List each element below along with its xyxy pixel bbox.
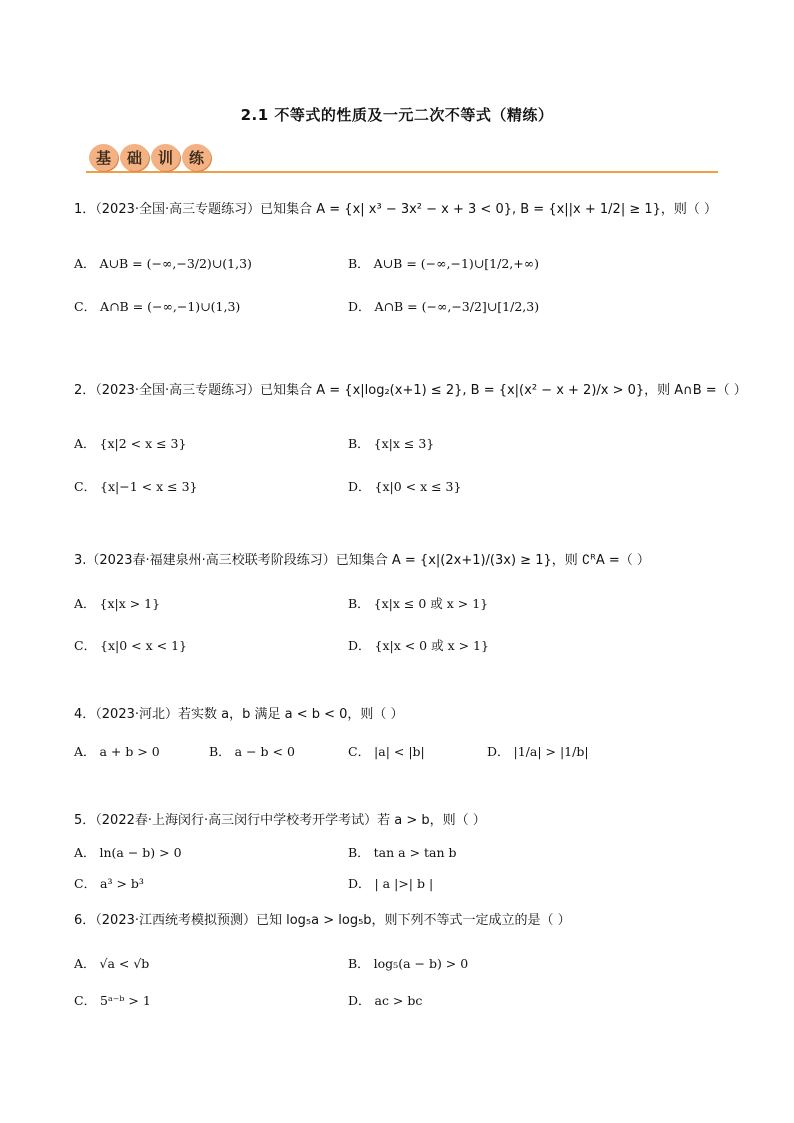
question-6-option-d: D． ac > bc (348, 993, 423, 1008)
question-2-option-a: A． {x|2 < x ≤ 3} (74, 436, 187, 451)
question-5-option-d: D． | a |>| b | (348, 876, 434, 891)
question-4-option-d: D． |1/a| > |1/b| (487, 744, 589, 759)
section-char: 训 (151, 144, 180, 171)
section-char: 础 (120, 144, 149, 171)
question-2-option-d: D． {x|0 < x ≤ 3} (348, 479, 462, 494)
question-3-option-a: A． {x|x > 1} (74, 596, 161, 611)
question-3-option-c: C． {x|0 < x < 1} (74, 638, 188, 653)
question-4-option-b: B． a − b < 0 (209, 744, 295, 759)
question-4-stem: 4．（2023·河北）若实数 a，b 满足 a < b < 0，则（ ） (74, 707, 404, 722)
question-6-option-c: C． 5ᵃ⁻ᵇ > 1 (74, 993, 151, 1008)
question-3-option-d: D． {x|x < 0 或 x > 1} (348, 638, 489, 653)
question-6-option-a: A． √a < √b (74, 956, 150, 971)
question-5-option-b: B． tan a > tan b (348, 845, 457, 860)
section-char: 练 (182, 144, 211, 171)
question-1-option-d: D． A∩B = (−∞,−3/2]∪[1/2,3) (348, 299, 540, 314)
question-3-option-b: B． {x|x ≤ 0 或 x > 1} (348, 596, 489, 611)
question-1-option-c: C． A∩B = (−∞,−1)∪(1,3) (74, 299, 241, 314)
question-4-option-c: C． |a| < |b| (348, 744, 425, 759)
question-6-stem: 6．（2023·江西统考模拟预测）已知 log₅a > log₅b，则下列不等式一定成立的是（ ） (74, 913, 571, 928)
question-3-stem: 3.（2023春·福建泉州·高三校联考阶段练习）已知集合 A = {x|(2x+1)/(3x) ≥ 1}，则 ∁ᴿA =（ ） (74, 553, 650, 568)
question-4-option-a: A． a + b > 0 (74, 744, 160, 759)
section-char: 基 (89, 144, 118, 171)
section-header-basic-training (86, 142, 718, 176)
question-6-option-b: B． log₅(a − b) > 0 (348, 956, 469, 971)
question-5-stem: 5．（2022春·上海闵行·高三闵行中学校考开学考试）若 a > b，则（ ） (74, 813, 486, 828)
page-title: 2.1 不等式的性质及一元二次不等式（精练） (240, 106, 554, 124)
question-1-option-b: B． A∪B = (−∞,−1)∪[1/2,+∞) (348, 256, 540, 271)
question-1-stem: 1．（2023·全国·高三专题练习）已知集合 A = {x| x³ − 3x² − x + 3 < 0}, B = {x||x + 1/2| ≥ 1}，则（ ） (74, 202, 718, 217)
question-5-option-c: C． a³ > b³ (74, 876, 144, 891)
section-divider (86, 171, 718, 173)
question-2-option-c: C． {x|−1 < x ≤ 3} (74, 479, 198, 494)
question-5-option-a: A． ln(a − b) > 0 (74, 845, 182, 860)
question-1-option-a: A． A∪B = (−∞,−3/2)∪(1,3) (74, 256, 252, 271)
question-2-stem: 2．（2023·全国·高三专题练习）已知集合 A = {x|log₂(x+1) ≤ 2}, B = {x|(x² − x + 2)/x > 0}，则 A∩B =（ ） (74, 383, 747, 398)
question-2-option-b: B． {x|x ≤ 3} (348, 436, 435, 451)
